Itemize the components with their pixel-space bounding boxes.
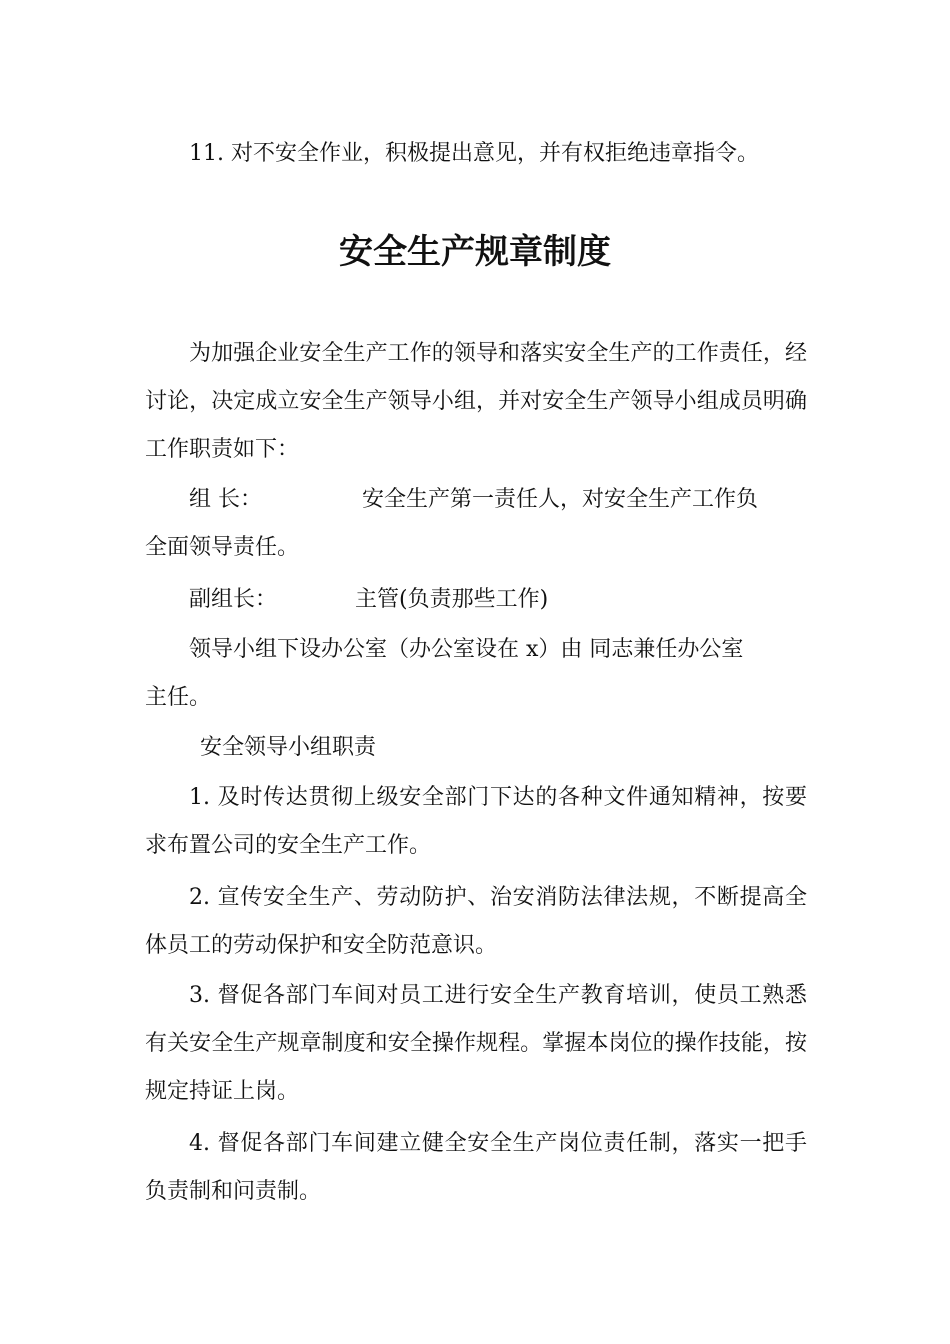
page-title: 安全生产规章制度 bbox=[339, 232, 611, 272]
item-11-text: 11. 对不安全作业，积极提出意见，并有权拒绝违章指令。 bbox=[189, 141, 759, 166]
intro-paragraph: 为加强企业安全生产工作的领导和落实安全生产的工作责任，经讨论，决定成立安全生产领导小组，并对安全生产领导小组成员明确工作职责如下： bbox=[145, 341, 807, 462]
duties-heading: 安全领导小组职责 bbox=[200, 735, 377, 760]
deputy-text: 主管(负责那些工作) bbox=[355, 587, 549, 612]
office-line-1: 领导小组下设办公室（办公室设在 x）由 同志兼任办公室 bbox=[189, 637, 744, 662]
duty-item-4: 4. 督促各部门车间建立健全安全生产岗位责任制，落实一把手负责制和问责制。 bbox=[145, 1131, 807, 1204]
leader-text-continued: 全面领导责任。 bbox=[145, 535, 300, 560]
duty-item-1: 1. 及时传达贯彻上级安全部门下达的各种文件通知精神，按要求布置公司的安全生产工作。 bbox=[145, 785, 807, 858]
duty-item-2: 2. 宣传安全生产、劳动防护、治安消防法律法规，不断提高全体员工的劳动保护和安全防范意识。 bbox=[145, 885, 807, 958]
leader-label: 组 长： bbox=[189, 487, 262, 512]
office-line-2: 主任。 bbox=[145, 685, 212, 710]
leader-text: 安全生产第一责任人，对安全生产工作负 bbox=[362, 487, 759, 512]
deputy-label: 副组长： bbox=[189, 587, 278, 612]
duty-item-3: 3. 督促各部门车间对员工进行安全生产教育培训，使员工熟悉有关安全生产规章制度和安全操作规程。掌握本岗位的操作技能，按规定持证上岗。 bbox=[145, 983, 807, 1104]
